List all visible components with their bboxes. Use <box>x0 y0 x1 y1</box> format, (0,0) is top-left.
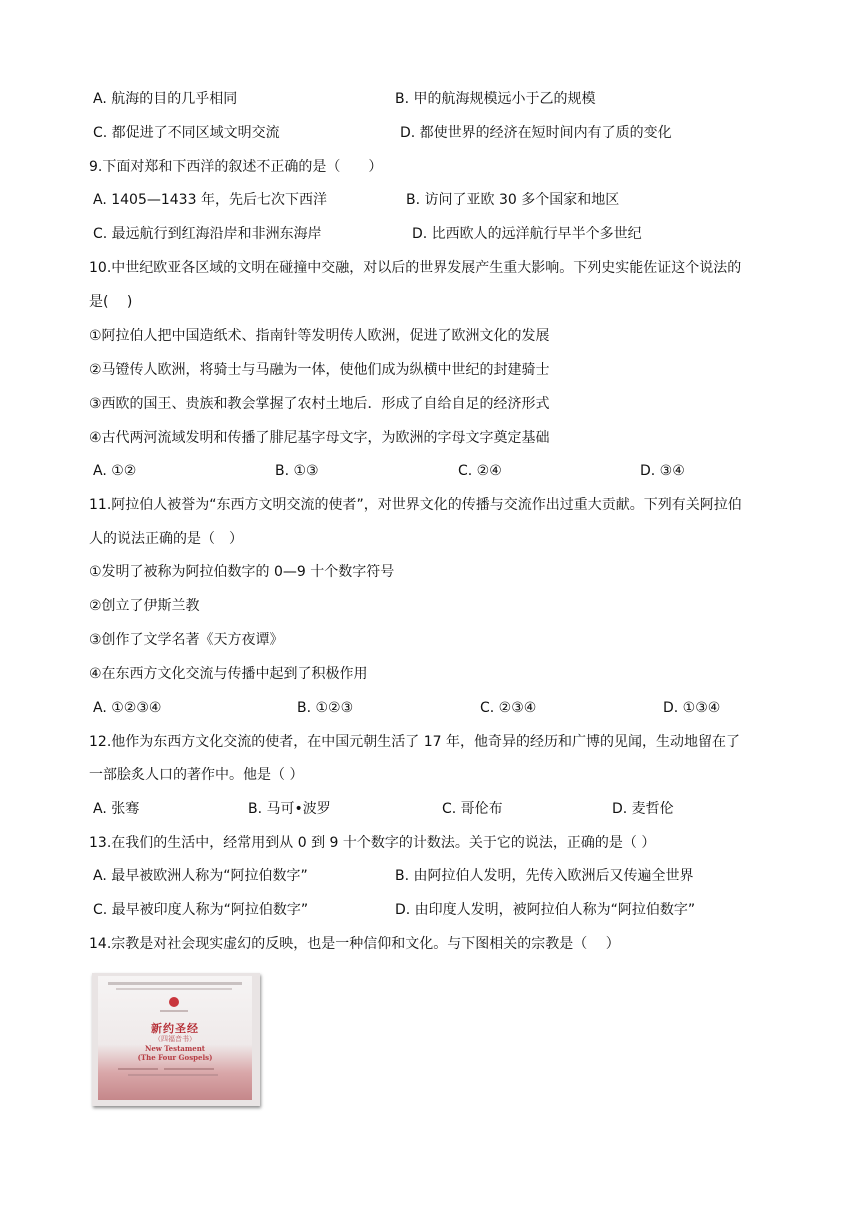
q11-stem-line1: 11.阿拉伯人被誉为“东西方文明交流的使者”，对世界文化的传播与交流作出过重大贡献。下列有关阿拉伯 <box>89 497 742 513</box>
q12-stem-line2: 一部脍炙人口的著作中。他是（ ） <box>89 767 304 783</box>
q10-statement-2: ②马镫传人欧洲，将骑士与马融为一体，使他们成为纵横中世纪的封建骑士 <box>89 362 550 378</box>
q10-statement-4: ④古代两河流域发明和传播了腓尼基字母文字，为欧洲的字母文字奠定基础 <box>89 430 550 446</box>
q13-option-d: D. 由印度人发明，被阿拉伯人称为“阿拉伯数字” <box>395 902 696 918</box>
q9-stem: 9.下面对郑和下西洋的叙述不正确的是（ ） <box>89 159 383 175</box>
q13-option-a: A. 最早被欧洲人称为“阿拉伯数字” <box>93 868 308 884</box>
q13-option-b: B. 由阿拉伯人发明，先传入欧洲后又传遍全世界 <box>395 868 694 884</box>
cover-english-subtitle: (The Four Gospels) <box>137 1053 213 1062</box>
q10-option-d: D. ③④ <box>640 463 685 479</box>
q12-stem-line1: 12.他作为东西方文化交流的使者，在中国元朝生活了 17 年，他奇异的经历和广博的见闻，生动地留在了 <box>89 734 740 750</box>
cover-subtitle: （四福音书） <box>154 1035 196 1043</box>
q10-option-a: A. ①② <box>93 463 137 479</box>
q10-option-c: C. ②④ <box>458 463 502 479</box>
emblem-icon <box>169 997 179 1007</box>
q9-option-a: A. 1405—1433 年，先后七次下西洋 <box>93 192 327 208</box>
q11-statement-3: ③创作了文学名著《天方夜谭》 <box>89 632 284 648</box>
q10-stem-line2: 是( ) <box>89 294 133 310</box>
q10-statement-1: ①阿拉伯人把中国造纸术、指南针等发明传人欧洲，促进了欧洲文化的发展 <box>89 328 550 344</box>
q11-option-b: B. ①②③ <box>297 700 354 716</box>
q9-option-c: C. 最远航行到红海沿岸和非洲东海岸 <box>93 226 322 242</box>
cover-footer-text-3 <box>128 1074 218 1076</box>
q11-option-d: D. ①③④ <box>663 700 721 716</box>
bible-cover-image <box>92 973 260 1106</box>
q12-option-d: D. 麦哲伦 <box>612 801 674 817</box>
q14-stem: 14.宗教是对社会现实虚幻的反映，也是一种信仰和文化。与下图相关的宗教是（ ） <box>89 936 620 952</box>
q12-option-b: B. 马可•波罗 <box>248 801 331 817</box>
cover-footer-text-2 <box>164 1068 214 1070</box>
q11-statement-1: ①发明了被称为阿拉伯数字的 0—9 十个数字符号 <box>89 564 395 580</box>
q8-option-a: A. 航海的目的几乎相同 <box>93 91 238 107</box>
q12-option-c: C. 哥伦布 <box>442 801 503 817</box>
cover-header-text-2 <box>116 988 232 990</box>
q8-option-b: B. 甲的航海规模远小于乙的规模 <box>395 91 596 107</box>
q9-option-d: D. 比西欧人的远洋航行早半个多世纪 <box>412 226 642 242</box>
emblem-caption <box>160 1010 188 1012</box>
q11-option-c: C. ②③④ <box>480 700 537 716</box>
cover-header-text <box>108 982 242 985</box>
q13-option-c: C. 最早被印度人称为“阿拉伯数字” <box>93 902 309 918</box>
q8-option-c: C. 都促进了不同区域文明交流 <box>93 125 280 141</box>
q12-option-a: A. 张骞 <box>93 801 140 817</box>
cover-footer-text <box>118 1068 158 1070</box>
q13-stem: 13.在我们的生活中，经常用到从 0 到 9 十个数字的计数法。关于它的说法，正确的是（ ） <box>89 835 656 851</box>
cover-title: 新约圣经 <box>151 1022 199 1035</box>
q11-stem-line2: 人的说法正确的是（ ） <box>89 531 243 547</box>
q10-statement-3: ③西欧的国王、贵族和教会掌握了农村土地后．形成了自给自足的经济形式 <box>89 396 550 412</box>
q11-statement-4: ④在东西方文化交流与传播中起到了积极作用 <box>89 666 368 682</box>
q10-stem-line1: 10.中世纪欧亚各区域的文明在碰撞中交融，对以后的世界发展产生重大影响。下列史实能佐证这个说法的 <box>89 260 742 276</box>
q9-option-b: B. 访问了亚欧 30 多个国家和地区 <box>406 192 620 208</box>
q11-statement-2: ②创立了伊斯兰教 <box>89 598 200 614</box>
q8-option-d: D. 都使世界的经济在短时间内有了质的变化 <box>400 125 672 141</box>
q10-option-b: B. ①③ <box>275 463 319 479</box>
book-cover <box>98 976 252 1100</box>
q11-option-a: A. ①②③④ <box>93 700 162 716</box>
cover-english-title: New Testament <box>144 1044 206 1053</box>
